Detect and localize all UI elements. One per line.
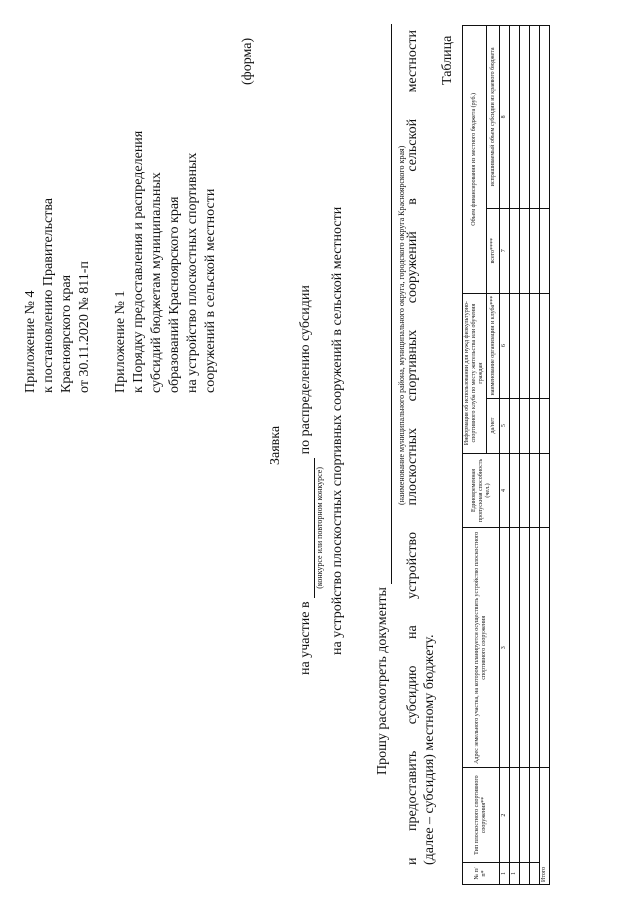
column-number: 4	[500, 453, 510, 528]
appendix-line: Приложение № 4	[23, 290, 38, 393]
request-line	[375, 24, 392, 775]
table-cell	[530, 528, 540, 768]
table-cell	[540, 453, 550, 528]
appendix-line: сооружений в сельской местности	[203, 188, 218, 393]
appendix-line: к Порядку предоставления и распределения	[131, 130, 146, 393]
table-row	[520, 26, 530, 885]
column-number: 3	[500, 528, 510, 768]
table-cell	[530, 768, 540, 863]
subject-line: на устройство плоскостных спортивных сооружений в сельской местности	[330, 206, 345, 655]
table-total-row	[540, 26, 550, 885]
header-capacity: Единовременная пропускная способность (чел.)	[463, 453, 500, 528]
appendix-line: образований Красноярского края	[167, 196, 182, 393]
municipality-hint: (наименование муниципального района, муниципального округа, городского округа Красноярского края)	[397, 145, 406, 505]
appendix-line: субсидий бюджетам муниципальных	[149, 172, 164, 393]
column-number: 5	[500, 398, 510, 453]
table-cell	[530, 453, 540, 528]
table-cell	[510, 293, 520, 398]
participation-line	[298, 285, 324, 675]
table-cell	[510, 398, 520, 453]
table-cell	[520, 398, 530, 453]
table-cell	[520, 453, 530, 528]
table-row	[510, 26, 520, 885]
table-cell: 1	[510, 863, 520, 885]
column-numbers-row	[500, 26, 510, 885]
table-cell	[530, 398, 540, 453]
table-cell	[540, 528, 550, 768]
header-fin-requested: испрашиваемый объем субсидии из краевого бюджета	[487, 26, 500, 209]
table-cell	[540, 208, 550, 293]
header-fin-total: всего****	[487, 208, 500, 293]
header-type: Тип плоскостного спортивного сооружения**	[463, 768, 500, 863]
appendix-line: от 30.11.2020 № 811-п	[77, 261, 92, 393]
contest-blank	[298, 458, 324, 598]
request-text: Прошу рассмотреть документы	[375, 587, 390, 775]
table-cell	[510, 528, 520, 768]
appendix-line: к постановлению Правительства	[41, 197, 56, 393]
table-cell	[520, 528, 530, 768]
table-cell	[540, 293, 550, 398]
appendix-line: Приложение № 1	[113, 290, 128, 393]
column-number: 1	[500, 863, 510, 885]
municipality-blank	[375, 24, 392, 584]
table-cell	[520, 863, 530, 885]
participation-suffix: по распределению субсидии	[298, 285, 313, 455]
appendix-line: Красноярского края	[59, 274, 74, 393]
table-cell	[510, 208, 520, 293]
total-label: Итого	[540, 768, 550, 885]
table-cell	[510, 26, 520, 209]
header-num: № п/п*	[463, 863, 500, 885]
column-number: 8	[500, 26, 510, 209]
header-info-yesno: да/нет	[487, 398, 500, 453]
provide-line: и предоставить субсидию на устройство плоскостных спортивных сооружений в сельской местности	[405, 30, 420, 865]
column-number: 6	[500, 293, 510, 398]
table-cell	[520, 768, 530, 863]
table-header-row	[463, 26, 487, 885]
table-cell	[520, 293, 530, 398]
appendix-line: на устройство плоскостных спортивных	[185, 152, 200, 393]
table-cell	[510, 768, 520, 863]
table-cell	[530, 208, 540, 293]
table-cell	[510, 453, 520, 528]
table-cell	[530, 293, 540, 398]
document-title: Заявка	[268, 425, 283, 465]
appendix-block	[22, 131, 220, 393]
header-finance: Объем финансирования из местного бюджета (руб.)	[463, 26, 487, 294]
appendix-spacer	[94, 131, 112, 393]
header-address: Адрес земельного участка, на котором планируется осуществить устройство плоскостного спортивного сооружения	[463, 528, 500, 768]
table-cell	[540, 26, 550, 209]
header-info-org: наименование организации и клуба***	[487, 293, 500, 398]
table-row	[530, 26, 540, 885]
table-cell	[540, 398, 550, 453]
form-label: (форма)	[240, 37, 255, 85]
column-number: 7	[500, 208, 510, 293]
table-cell	[530, 863, 540, 885]
budget-line: (далее – субсидия) местному бюджету.	[422, 634, 437, 865]
application-table	[462, 25, 550, 885]
header-info: Информация об использовании для нужд физкультурно-спортивного клуба по месту жительства или обучения граждан	[463, 293, 487, 453]
column-number: 2	[500, 768, 510, 863]
table-label: Таблица	[440, 35, 455, 85]
participation-prefix: на участие в	[298, 601, 313, 675]
contest-hint: (конкурсе или повторном конкурсе)	[315, 467, 324, 589]
table-cell	[520, 208, 530, 293]
table-cell	[520, 26, 530, 209]
table-cell	[530, 26, 540, 209]
